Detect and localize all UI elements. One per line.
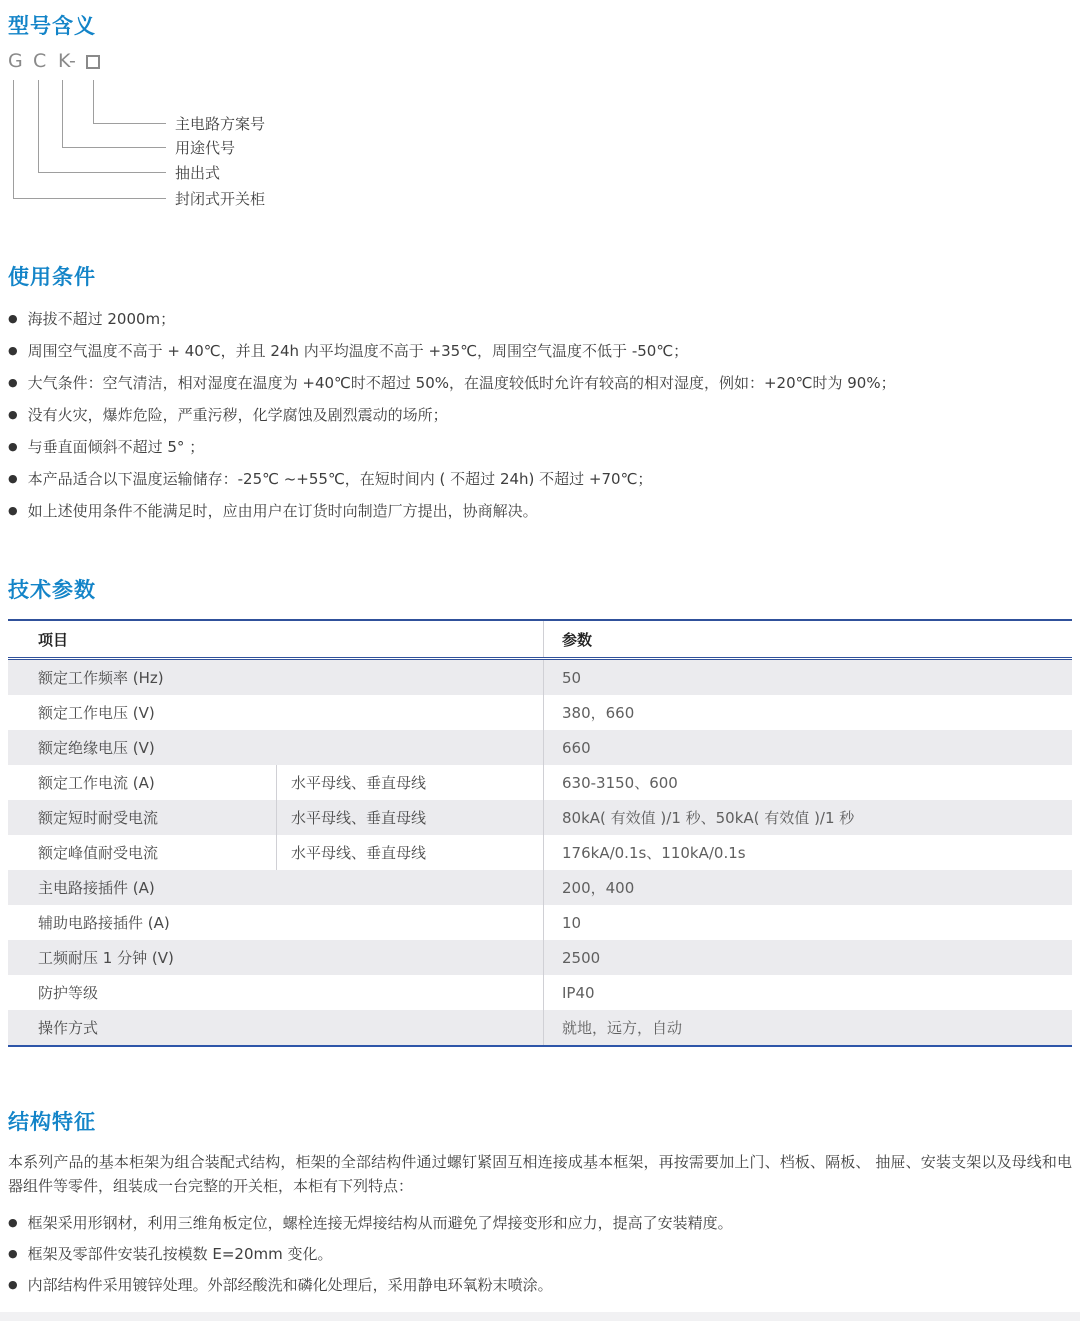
table-row xyxy=(8,835,1072,870)
bullet-text: 如上述使用条件不能满足时，应由用户在订货时向制造厂方提出，协商解决。 xyxy=(27,501,538,520)
table-row xyxy=(8,975,1072,1010)
bullet-item xyxy=(8,366,1072,398)
bullet-text: 框架及零部件安装孔按模数 E=20mm 变化。 xyxy=(27,1245,333,1263)
cell-item: 操作方式 xyxy=(8,1010,544,1045)
cell-value: 380，660 xyxy=(562,704,635,722)
table-header-value: 参数 xyxy=(562,630,593,649)
diagram-label-enclosed: 封闭式开关柜 xyxy=(175,190,266,208)
bullet-icon: ● xyxy=(8,1278,18,1291)
cell-item: 工频耐压 1 分钟 (V) xyxy=(8,940,544,975)
diagram-label-drawout: 抽出式 xyxy=(175,164,221,182)
table-header-item: 项目 xyxy=(8,621,544,657)
cell-value: 80kA( 有效值 )/1 秒、50kA( 有效值 )/1 秒 xyxy=(562,809,855,827)
table-row xyxy=(8,940,1072,975)
cell-value: 176kA/0.1s、110kA/0.1s xyxy=(562,844,746,862)
table-row xyxy=(8,660,1072,695)
bullet-item xyxy=(8,302,1072,334)
table-row xyxy=(8,730,1072,765)
bullet-icon: ● xyxy=(8,311,18,325)
bullet-text: 与垂直面倾斜不超过 5° ； xyxy=(27,437,205,456)
table-row xyxy=(8,1010,1072,1045)
table-header-row xyxy=(8,621,1072,660)
bullet-item xyxy=(8,430,1072,462)
cell-item: 额定工作电流 (A) xyxy=(8,765,277,800)
conditions-list xyxy=(8,302,1072,526)
structure-intro-paragraph: 本系列产品的基本柜架为组合装配式结构，柜架的全部结构件通过螺钉紧固互相连接成基本框架，再按需要加上门、档板、隔板、 抽屉、安装支架以及母线和电器组件等零件，组装成一台完整的开关柜，本柜有下列特点： xyxy=(8,1153,1072,1195)
cell-subitem: 水平母线、垂直母线 xyxy=(277,765,544,800)
section-title-technical-parameters: 技术参数 xyxy=(8,578,96,602)
bullet-item xyxy=(8,398,1072,430)
code-letter-c: C xyxy=(33,50,47,72)
bullet-icon: ● xyxy=(8,503,18,517)
table-body xyxy=(8,660,1072,1045)
bullet-text: 内部结构件采用镀锌处理。外部经酸洗和磷化处理后，采用静电环氧粉末喷涂。 xyxy=(27,1276,553,1294)
bullet-icon: ● xyxy=(8,375,18,389)
model-code-diagram xyxy=(8,48,548,218)
bullet-text: 大气条件：空气清洁，相对湿度在温度为 +40℃时不超过 50%，在温度较低时允许有较高的相对湿度，例如：+20℃时为 90%； xyxy=(27,373,896,392)
bullet-text: 海拔不超过 2000m； xyxy=(27,309,176,328)
cell-value: 200，400 xyxy=(562,879,635,897)
table-row xyxy=(8,870,1072,905)
cell-subitem: 水平母线、垂直母线 xyxy=(277,800,544,835)
parameters-table xyxy=(8,619,1072,1047)
cell-value: IP40 xyxy=(562,983,595,1002)
table-row xyxy=(8,695,1072,730)
bullet-icon: ● xyxy=(8,439,18,453)
section-title-usage-conditions: 使用条件 xyxy=(8,265,96,289)
table-row xyxy=(8,905,1072,940)
cell-value: 10 xyxy=(562,913,582,932)
bullet-icon: ● xyxy=(8,471,18,485)
bullet-text: 周围空气温度不高于 + 40℃，并且 24h 内平均温度不高于 +35℃，周围空气温度不低于 -50℃； xyxy=(27,341,689,360)
section-title-model-meaning: 型号含义 xyxy=(8,14,96,38)
table-row xyxy=(8,765,1072,800)
diagram-label-scheme-no: 主电路方案号 xyxy=(175,115,266,133)
cell-item: 额定工作电压 (V) xyxy=(8,695,544,730)
table-row xyxy=(8,800,1072,835)
code-hyphen: - xyxy=(69,50,76,72)
cell-value: 660 xyxy=(562,738,591,757)
cell-item: 额定峰值耐受电流 xyxy=(8,835,277,870)
bullet-icon: ● xyxy=(8,343,18,357)
cell-value: 就地，远方，自动 xyxy=(562,1019,683,1037)
bullet-item xyxy=(8,1269,1072,1300)
bullet-text: 本产品适合以下温度运输储存：-25℃ ~+55℃，在短时间内 ( 不超过 24h) 不超过 +70℃； xyxy=(27,469,653,488)
structure-list xyxy=(8,1207,1072,1300)
cell-item: 额定工作频率 (Hz) xyxy=(8,660,544,695)
bullet-icon: ● xyxy=(8,1247,18,1260)
bullet-icon: ● xyxy=(8,1216,18,1229)
diagram-connector-line xyxy=(13,80,166,199)
bullet-icon: ● xyxy=(8,407,18,421)
bullet-item xyxy=(8,1238,1072,1269)
code-letter-k: K xyxy=(58,50,71,72)
cell-value: 50 xyxy=(562,668,582,687)
cell-subitem: 水平母线、垂直母线 xyxy=(277,835,544,870)
bullet-item xyxy=(8,462,1072,494)
bullet-item xyxy=(8,334,1072,366)
cell-item: 额定绝缘电压 (V) xyxy=(8,730,544,765)
next-section-edge xyxy=(0,1312,1080,1321)
bullet-text: 框架采用形钢材，利用三维角板定位，螺栓连接无焊接结构从而避免了焊接变形和应力，提高了安装精度。 xyxy=(27,1214,733,1232)
bullet-item xyxy=(8,494,1072,526)
cell-value: 630-3150、600 xyxy=(562,774,678,792)
cell-item: 额定短时耐受电流 xyxy=(8,800,277,835)
code-placeholder-box-icon xyxy=(86,55,100,69)
cell-item: 辅助电路接插件 (A) xyxy=(8,905,544,940)
bullet-text: 没有火灾，爆炸危险，严重污秽，化学腐蚀及剧烈震动的场所； xyxy=(27,405,448,424)
section-title-structure-features: 结构特征 xyxy=(8,1110,96,1134)
diagram-label-usage-code: 用途代号 xyxy=(175,139,236,157)
cell-item: 主电路接插件 (A) xyxy=(8,870,544,905)
cell-item: 防护等级 xyxy=(8,975,544,1010)
bullet-item xyxy=(8,1207,1072,1238)
cell-value: 2500 xyxy=(562,948,601,967)
code-letter-g: G xyxy=(8,50,23,72)
